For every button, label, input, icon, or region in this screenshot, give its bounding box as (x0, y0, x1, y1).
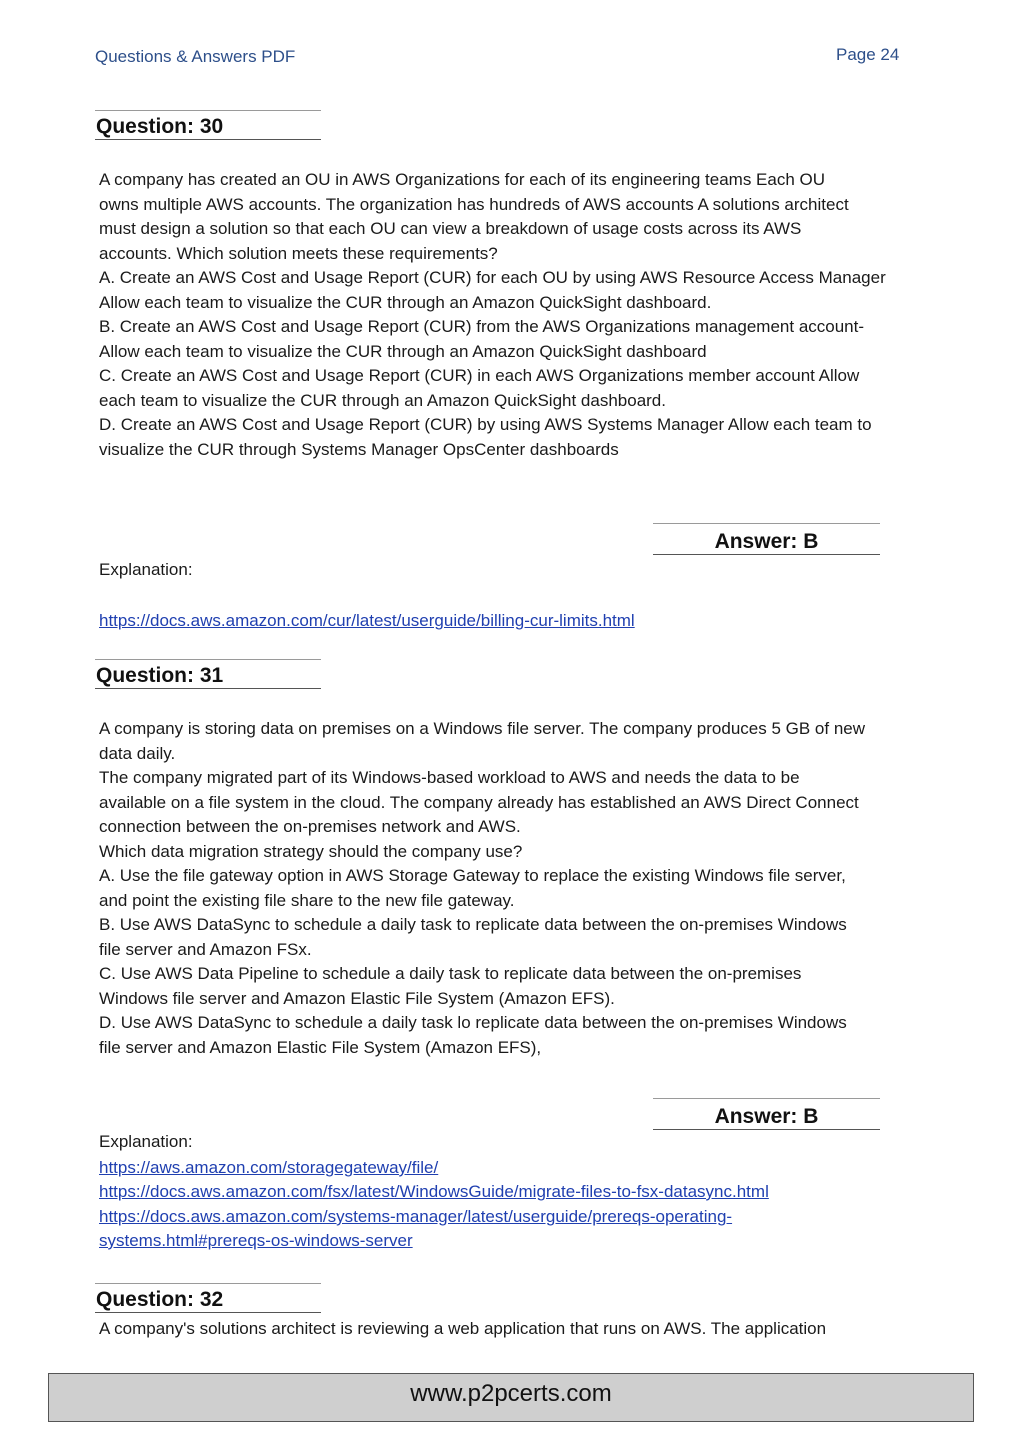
question-32-heading (95, 1283, 321, 1313)
question-line: Allow each team to visualize the CUR through an Amazon QuickSight dashboard. (99, 292, 712, 312)
option-c: C. Use AWS Data Pipeline to schedule a daily task to replicate data between the on-premises (99, 964, 802, 983)
option-d: D. Use AWS DataSync to schedule a daily task lo replicate data between the on-premises Windows (99, 1013, 847, 1032)
explanation-link[interactable]: https://docs.aws.amazon.com/systems-manager/latest/userguide/prereqs-operating- (99, 1207, 733, 1226)
option-b: B. Use AWS DataSync to schedule a daily task to replicate data between the on-premises Windows (99, 915, 847, 934)
question-line: connection between the on-premises network and AWS. (99, 817, 521, 836)
question-line: A company has created an OU in AWS Organizations for each of its engineering teams Each OU (99, 170, 826, 189)
question-line: and point the existing file share to the new file gateway. (99, 890, 515, 910)
question-line: accounts. Which solution meets these requirements? (99, 243, 498, 263)
question-31-body (99, 717, 979, 1060)
question-line: must design a solution so that each OU can view a breakdown of usage costs across its AWS (99, 219, 802, 238)
question-31-answer (653, 1098, 880, 1130)
question-line: data daily. (99, 743, 176, 763)
question-line: each team to visualize the CUR through an Amazon QuickSight dashboard. (99, 390, 666, 410)
explanation-link[interactable]: https://aws.amazon.com/storagegateway/file/ (99, 1158, 439, 1177)
question-line: A company's solutions architect is reviewing a web application that runs on AWS. The application (99, 1319, 827, 1338)
explanation-label: Explanation: (99, 560, 193, 579)
question-line: available on a file system in the cloud. The company already has established an AWS Direct Connect (99, 792, 859, 812)
question-line: Which data migration strategy should the company use? (99, 841, 523, 861)
answer-label: Answer: B (653, 1099, 880, 1130)
explanation-label: Explanation: (99, 1132, 193, 1151)
question-30-body (99, 168, 979, 462)
question-title: Question: 30 (95, 111, 321, 140)
option-b: B. Create an AWS Cost and Usage Report (CUR) from the AWS Organizations management account- (99, 317, 865, 336)
question-line: Windows file server and Amazon Elastic File System (Amazon EFS). (99, 988, 615, 1008)
question-line: A company is storing data on premises on a Windows file server. The company produces 5 GB of new (99, 719, 866, 738)
explanation-link[interactable]: https://docs.aws.amazon.com/fsx/latest/WindowsGuide/migrate-files-to-fsx-datasync.html (99, 1182, 769, 1201)
option-a: A. Create an AWS Cost and Usage Report (CUR) for each OU by using AWS Resource Access Manager (99, 268, 886, 287)
question-line: The company migrated part of its Windows-based workload to AWS and needs the data to be (99, 768, 800, 787)
question-32-body (99, 1317, 979, 1342)
explanation-link[interactable]: systems.html#prereqs-os-windows-server (99, 1231, 413, 1250)
question-31-heading (95, 659, 321, 689)
question-line: owns multiple AWS accounts. The organization has hundreds of AWS accounts A solutions architect (99, 194, 849, 214)
question-30-answer (653, 523, 880, 555)
option-c: C. Create an AWS Cost and Usage Report (CUR) in each AWS Organizations member account Allow (99, 366, 860, 385)
option-d: D. Create an AWS Cost and Usage Report (CUR) by using AWS Systems Manager Allow each team to (99, 415, 872, 434)
question-line: file server and Amazon Elastic File System (Amazon EFS), (99, 1037, 542, 1057)
question-line: visualize the CUR through Systems Manager OpsCenter dashboards (99, 439, 619, 459)
footer-bar (48, 1373, 974, 1422)
footer-website: www.p2pcerts.com (410, 1380, 612, 1407)
page-number: Page 24 (836, 45, 900, 64)
question-line: Allow each team to visualize the CUR through an Amazon QuickSight dashboard (99, 341, 707, 361)
question-30-heading (95, 110, 321, 140)
question-line: file server and Amazon FSx. (99, 939, 312, 959)
question-title: Question: 32 (95, 1284, 321, 1313)
question-title: Question: 31 (95, 660, 321, 689)
answer-label: Answer: B (653, 524, 880, 555)
explanation-link[interactable]: https://docs.aws.amazon.com/cur/latest/userguide/billing-cur-limits.html (99, 611, 635, 630)
document-header-title: Questions & Answers PDF (95, 47, 296, 66)
option-a: A. Use the file gateway option in AWS Storage Gateway to replace the existing Windows file server, (99, 866, 846, 885)
